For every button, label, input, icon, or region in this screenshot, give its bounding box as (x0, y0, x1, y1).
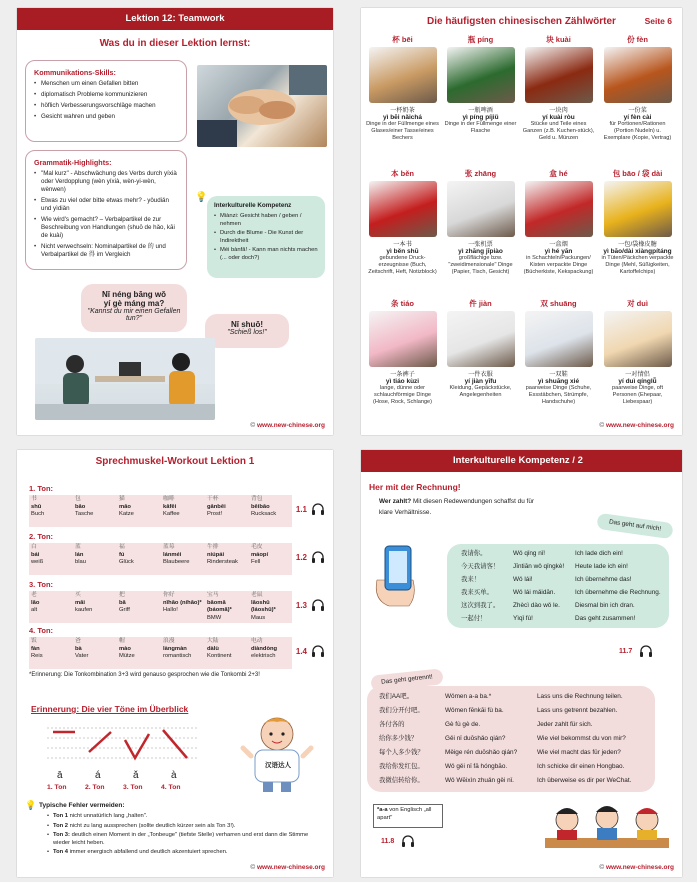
measure-word-card (522, 298, 595, 406)
phrase-german: Ich überweise es dir per WeChat. (537, 777, 632, 784)
tone-word-row (29, 591, 292, 623)
phrase-hanzi: 每个人多少钱？ (379, 749, 424, 756)
example-hanzi: 一双鞋 (549, 371, 568, 378)
phrase-german: Lass uns getrennt bezahlen. (537, 707, 618, 714)
phrase-pinyin: Wǒmen a-a ba.* (445, 693, 492, 700)
grammar-item: • Nicht verwechseln: Nominalpartikel de 的 und Verbalpartikel de 得 im Vergleich (34, 243, 178, 259)
example-pinyin: yì tiáo kùzi (385, 378, 420, 385)
measure-word-heading: 本 běn (391, 169, 414, 178)
intro-text: Wer zahlt? Mit diesen Redewendungen schaffst du für klare Verhältnisse. (379, 498, 535, 516)
usage-description: gebundene Druck-erzeugnisse (Buch, Zeitschrift, Heft, Notizblock) (368, 255, 437, 275)
example-pinyin: yì bāo/dài xiàngpítáng (603, 248, 672, 255)
tone-word: 电动 diàndòng elektrisch (251, 638, 278, 659)
page-measure-words (361, 8, 682, 435)
tone-mark-2: á (95, 770, 101, 781)
measure-word-card (601, 168, 674, 276)
tone-word-row (29, 543, 292, 575)
measure-word-card (444, 34, 517, 135)
errors-title: Typische Fehler vermeiden: (39, 802, 125, 809)
headphones-icon[interactable] (639, 645, 653, 657)
page-title: Sprechmuskel-Workout Lektion 1 (95, 456, 255, 467)
example-pinyin: yì hé yān (544, 248, 573, 255)
example-hanzi: 一瓶啤酒 (468, 107, 493, 114)
office-conversation-photo (35, 338, 215, 420)
example-hanzi: 一本书 (393, 241, 412, 248)
tone-word: 爸 bà Vater (75, 638, 89, 659)
example-hanzi: 一包/袋橡皮糖 (618, 241, 657, 248)
tone-word: 买 mǎi kaufen (75, 592, 93, 613)
skill-item: • diplomatisch Probleme kommunizieren (34, 91, 178, 99)
page-header: Interkulturelle Kompetenz / 2 (361, 450, 682, 472)
example-hanzi: 一份菜 (628, 107, 647, 114)
phrase-hanzi: 我请你。 (461, 550, 487, 557)
tone-mark-4: à (171, 770, 177, 781)
page-tone-workout: Sprechmuskel-Workout Lektion 1 1. Ton: 书 shū Buch 包 bāo Tasche 猫 māo Katze 咖啡 kāfēi Kaffee 干杯 gānbēi Prost! 背包 bēibāo Rucksack 1.1 2. Ton: 白 bái weiß 蓝 lán blau 福 fú Glück 蓝莓 lánméi Blaubeere 牛排 niúpái Rindersteak 毛皮 máopí Fell 1.2 3. Ton: 老 lǎo alt 买 mǎi kaufen 把 bǎ Griff 你好 nǐhǎo (níhǎo)* Hallo! 宝马 bǎomǎ (báomǎ)* BMW 老鼠 lǎoshǔ (láoshǔ)* Maus 1.3 4. Ton: 饭 fàn Reis 爸 bà Vater 帽 mào Mütze 浪漫 làngmàn romantisch 大陆 dàlù Kontinent 电动 diàndòng elektrisch 1.4 *Erinnerung: Die Tonkombination 3+3 wird genauso gesprochen wie die Tonkombi 2+3! Erinnerung: Die vier Töne im Überblick ā á ǎ à 1. Ton 2. Ton 3. Ton 4. Ton 汉语达人 💡 Typische Fehler vermeiden: • Ton 1 nicht unnatürlich lang „halten". • Ton 2 nicht zu lang aussprechen (sollte deutlich kürzer sein als Ton 3!). • Ton 3: deutlich einen Moment in der „Tonbeuge" (tiefste Stelle) verharren und erst dann die Stimme wieder leicht heben. • Ton 4 immer energisch abfallend und deutlich akzentuiert sprechen. © www.new-chinese.org (17, 450, 333, 877)
skill-item: • Menschen um einen Gefallen bitten (34, 80, 178, 88)
phrase-hanzi: 我们AA吧。 (379, 693, 414, 700)
item-picture (447, 47, 515, 103)
phrase-german: Ich übernehme das! (575, 576, 632, 583)
phone-payment-illustration (369, 540, 429, 610)
tone-mark-1: ā (57, 770, 63, 781)
measure-word-card (522, 168, 595, 276)
usage-description: lange, dünne oder schlauchförmige Dinge (Hose, Rock, Schlange) (372, 385, 433, 405)
phrase-pinyin: Měige rén duōshǎo qián? (445, 749, 518, 756)
skill-item: • Gesicht wahren und geben (34, 113, 178, 121)
item-picture (525, 311, 593, 367)
tone-word: 蓝莓 lánméi Blaubeere (163, 544, 190, 565)
tone-word: 包 bāo Tasche (75, 496, 94, 517)
item-picture (525, 181, 593, 237)
phrase-german: Ich übernehme die Rechnung. (575, 589, 661, 596)
phrase-german: Jeder zahlt für sich. (537, 721, 593, 728)
tone-word-row (29, 637, 292, 669)
example-pinyin: yì bēi nǎichá (382, 114, 423, 121)
headphones-icon[interactable] (311, 503, 325, 515)
track-number: 1.2 (295, 553, 307, 562)
example-pinyin: yì běn shū (386, 248, 419, 255)
culture-item: • Durch die Blume - Die Kunst der Indirektheit (214, 230, 304, 244)
tone-word: 宝马 bǎomǎ (báomǎ)* BMW (207, 592, 232, 621)
phrase-hanzi: 给你多少钱？ (379, 735, 418, 742)
tag-separate: Das geht getrennt! (370, 668, 443, 691)
phrase-pinyin: Zhècì dào wǒ le. (513, 602, 560, 609)
tone-heading: 2. Ton: (29, 532, 54, 541)
tone-word: 把 bǎ Griff (119, 592, 130, 613)
phrase-hanzi: 各付各的 (379, 721, 405, 728)
measure-word-card (601, 34, 674, 142)
phrase-german: Ich lade dich ein! (575, 550, 623, 557)
tone-word: 老鼠 lǎoshǔ (láoshǔ)* Maus (251, 592, 276, 621)
example-pinyin: yí jiàn yīfu (464, 378, 497, 385)
measure-word-heading: 块 kuài (546, 35, 571, 44)
phrase-pinyin: Yìqǐ fù! (513, 615, 533, 622)
culture-item: • Méi bànfǎ! - Kann man nichts machen (... oder doch?) (214, 247, 318, 261)
phrase-hanzi: 我来买单。 (461, 589, 493, 596)
tag-pay-for-me: Das geht auf mich! (596, 513, 673, 539)
tone-heading: 1. Ton: (29, 484, 54, 493)
item-picture (447, 311, 515, 367)
tone-word: 书 shū Buch (31, 496, 45, 517)
tone-note: *Erinnerung: Die Tonkombination 3+3 wird genauso gesprochen wie die Tonkombi 2+3! (29, 672, 260, 678)
headphones-icon[interactable] (311, 645, 325, 657)
tone-word: 浪漫 làngmàn romantisch (163, 638, 192, 659)
track-number: 1.3 (295, 601, 307, 610)
example-hanzi: 一条裤子 (390, 371, 415, 378)
usage-description: Dinge in der Füllmenge einer Flasche (444, 121, 517, 134)
tone-word: 牛排 niúpái Rindersteak (207, 544, 238, 565)
phrase-pinyin: Wǒmen fēnkāi fù ba. (445, 707, 504, 714)
grammar-item: • Wie wird's gemacht? – Verbalpartikel de zur Beschreibung von Handlungen (shuō de hǎo, kāi de kuài) (34, 216, 178, 240)
track-number: 11.7 (619, 648, 633, 655)
measure-word-heading: 双 shuāng (540, 299, 577, 308)
culture-box (207, 196, 325, 278)
example-pinyin: yí fèn cài (623, 114, 652, 121)
measure-word-card (444, 168, 517, 276)
culture-title: Interkulturelle Kompetenz (214, 202, 292, 209)
page-intercultural-2 (361, 450, 682, 877)
phrase-pinyin: Gè fù gè de. (445, 721, 481, 728)
track-number: 11.8 (381, 838, 395, 845)
track-number: 1.4 (295, 647, 307, 656)
phrase-pinyin: Jīntiān wǒ qǐngkè! (513, 563, 565, 570)
phrase-german: Ich schicke dir einen Hongbao. (537, 763, 625, 770)
error-item: • Ton 3: deutlich einen Moment in der „Tonbeuge" (tiefste Stelle) verharren und erst dann die Stimme wieder leicht heben. (47, 832, 309, 846)
tone-heading: 3. Ton: (29, 580, 54, 589)
phrase-hanzi: 我们分开付吧。 (379, 707, 424, 714)
item-picture (525, 47, 593, 103)
item-picture (447, 181, 515, 237)
tone-word: 毛皮 máopí Fell (251, 544, 269, 565)
example-pinyin: yì shuāng xié (537, 378, 580, 385)
headphones-icon[interactable] (401, 835, 415, 847)
tone-word: 饭 fàn Reis (31, 638, 43, 659)
tone-word: 咖啡 kāfēi Kaffee (163, 496, 180, 517)
footer-url: © www.new-chinese.org (250, 864, 325, 871)
mascot-illustration (239, 712, 317, 796)
grammar-title: Grammatik-Highlights: (34, 158, 112, 167)
measure-word-heading: 份 fèn (627, 35, 648, 44)
track-number: 1.1 (295, 505, 307, 514)
measure-word-heading: 盒 hé (549, 169, 568, 178)
item-picture (369, 181, 437, 237)
tone-word: 老 lǎo alt (31, 592, 40, 613)
usage-description: in Schachteln/Packungen/ Kisten verpackte Dinge (Bücherkiste, Kekspackung) (523, 255, 594, 275)
example-pinyin: yì zhāng jīpiào (458, 248, 503, 255)
phrase-pinyin: Wǒ gěi nǐ fā hóngbāo. (445, 763, 508, 770)
example-hanzi: 一杯奶茶 (390, 107, 415, 114)
friends-dinner-illustration (541, 800, 673, 860)
measure-word-card (601, 298, 674, 406)
measure-word-card (522, 34, 595, 142)
page-header: Lektion 12: Teamwork (17, 8, 333, 30)
usage-description: paarweise Dinge (Schuhe, Essstäbchen, Strümpfe, Handschuhe) (525, 385, 592, 405)
phrase-hanzi: 我微信转给你。 (379, 777, 424, 784)
measure-word-heading: 条 tiáo (391, 299, 414, 308)
usage-description: Kleidung, Gepäckstücke, Angelegenheiten (449, 385, 512, 398)
phrase-german: Das geht zusammen! (575, 615, 636, 622)
example-hanzi: 一件衣服 (468, 371, 493, 378)
tone-word: 你好 nǐhǎo (níhǎo)* Hallo! (163, 592, 202, 613)
tone-mark-3: ǎ (133, 770, 139, 781)
example-hanzi: 一盒烟 (549, 241, 568, 248)
usage-description: großflächige bzw. "zweidimensionale" Dinge (Papier, Tisch, Gesicht) (448, 255, 513, 275)
phrase-hanzi: 今天我请客！ (461, 563, 500, 570)
measure-word-heading: 包 bāo / 袋 dài (612, 169, 663, 178)
phrase-german: Wie viel macht das für jeden? (537, 749, 621, 756)
tone-heading: 4. Ton: (29, 626, 54, 635)
measure-word-heading: 瓶 píng (467, 35, 494, 44)
phrase-hanzi: 一起付！ (461, 615, 487, 622)
tone-word: 帽 mào Mütze (119, 638, 135, 659)
phrase-pinyin: Wǒ lái! (513, 576, 533, 583)
page-title: Was du in dieser Lektion lernst: (99, 38, 251, 49)
measure-word-card (366, 34, 439, 142)
item-picture (369, 47, 437, 103)
footer-url: © www.new-chinese.org (599, 864, 674, 871)
footer-url: © www.new-chinese.org (250, 422, 325, 429)
tone-word: 背包 bēibāo Rucksack (251, 496, 277, 517)
grammar-item: • Etwas zu viel oder bitte etwas mehr? - yǒudiǎn und yìdiǎn (34, 197, 178, 213)
example-pinyin: yì píng píjiǔ (462, 114, 499, 121)
phrase-hanzi: 我给你发红包。 (379, 763, 424, 770)
measure-word-card (366, 168, 439, 276)
measure-word-heading: 杯 bēi (392, 35, 413, 44)
page-number: Seite 6 (644, 16, 672, 26)
speech-bubble-reply: Nǐ shuō! "Schieß los!" (205, 314, 289, 348)
usage-description: Dinge in der Füllmenge eines Glases/einer Tasse/eines Bechers (366, 121, 439, 141)
example-hanzi: 一对情侣 (625, 371, 650, 378)
example-pinyin: yí duì qínglǚ (618, 378, 657, 385)
item-picture (604, 181, 672, 237)
measure-word-card (444, 298, 517, 399)
phrase-german: Lass uns die Rechnung teilen. (537, 693, 623, 700)
mascot-shirt-text: 汉语达人 (265, 762, 291, 769)
teamwork-hands-photo (197, 65, 327, 147)
phrase-pinyin: Wǒ Wēixìn zhuǎn gěi nǐ. (445, 777, 514, 784)
usage-description: Stücke und Teile eines Ganzen (z.B. Kuchen-stück), Geld u. Münzen (522, 121, 595, 141)
phrase-hanzi: 我来！ (461, 576, 481, 583)
footnote-box: *a-a von Englisch „all apart" (373, 804, 443, 828)
reminder-title: Erinnerung: Die vier Töne im Überblick (31, 704, 189, 714)
phrase-german: Wie viel bekommst du von mir? (537, 735, 626, 742)
tone-word-row (29, 495, 292, 527)
tone-word: 白 bái weiß (31, 544, 44, 565)
error-item: • Ton 1 nicht unnatürlich lang „halten". (47, 813, 148, 819)
grammar-box (25, 150, 187, 270)
example-hanzi: 一张机票 (468, 241, 493, 248)
tone-word: 猫 māo Katze (119, 496, 134, 517)
skills-box (25, 60, 187, 142)
usage-description: für Portionen/Rationen (Portion Nudeln) u. Exemplare (Kopie, Vertrag) (603, 121, 672, 141)
usage-description: paarweise Dinge, oft Personen (Ehepaar, Liebespaar) (612, 385, 663, 405)
item-picture (604, 47, 672, 103)
headphones-icon[interactable] (311, 551, 325, 563)
culture-item: • Miànzi: Gesicht haben / geben / nehmen (214, 213, 302, 227)
example-hanzi: 一块肉 (549, 107, 568, 114)
measure-word-heading: 对 duì (627, 299, 648, 308)
page-lektion-12 (17, 8, 333, 435)
measure-word-heading: 件 jiàn (469, 299, 492, 308)
phrase-hanzi: 这次到我了。 (461, 602, 500, 609)
tone-word: 蓝 lán blau (75, 544, 86, 565)
section-title: Her mit der Rechnung! (369, 482, 461, 492)
tone-word: 福 fú Glück (119, 544, 134, 565)
usage-description: in Tüten/Päckchen verpackte Dinge (Mehl, Süßigkeiten, Kartoffelchips) (601, 255, 674, 275)
lightbulb-icon: 💡 (195, 192, 208, 203)
tone-word: 干杯 gānbēi Prost! (207, 496, 226, 517)
skill-item: • höflich Verbesserungsvorschläge machen (34, 102, 178, 110)
measure-word-heading: 张 zhāng (464, 169, 497, 178)
phrase-pinyin: Wǒ qǐng nǐ! (513, 550, 545, 557)
phrase-german: Diesmal bin ich dran. (575, 602, 635, 609)
footer-url: © www.new-chinese.org (599, 422, 674, 429)
grammar-item: • "Mal kurz" - Abschwächung des Verbs durch yíxià oder Verdopplung (wèn yíxià, wèn-yi-wèn, wènwen) (34, 170, 178, 194)
item-picture (604, 311, 672, 367)
measure-word-card (366, 298, 439, 406)
tone-word: 大陆 dàlù Kontinent (207, 638, 232, 659)
item-picture (369, 311, 437, 367)
page-title: Die häufigsten chinesischen Zählwörter (427, 16, 616, 27)
phrase-pinyin: Wǒ lái mǎidān. (513, 589, 556, 596)
skills-title: Kommunikations-Skills: (34, 68, 116, 77)
headphones-icon[interactable] (311, 599, 325, 611)
phrase-german: Heute lade ich ein! (575, 563, 628, 570)
example-pinyin: yí kuài ròu (542, 114, 575, 121)
phrase-pinyin: Gěi nǐ duōshǎo qián? (445, 735, 506, 742)
tone-diagram (47, 724, 197, 790)
speech-bubble-request: Nǐ néng bāng wǒ yí gè máng ma? "Kannst du mir einen Gefallen tun?" (81, 284, 187, 332)
errors-list (47, 813, 317, 857)
lightbulb-icon: 💡 (25, 800, 37, 810)
error-item: • Ton 2 nicht zu lang aussprechen (sollte deutlich kürzer sein als Ton 3!). (47, 822, 236, 829)
error-item: • Ton 4 immer energisch abfallend und deutlich akzentuiert sprechen. (47, 849, 228, 856)
